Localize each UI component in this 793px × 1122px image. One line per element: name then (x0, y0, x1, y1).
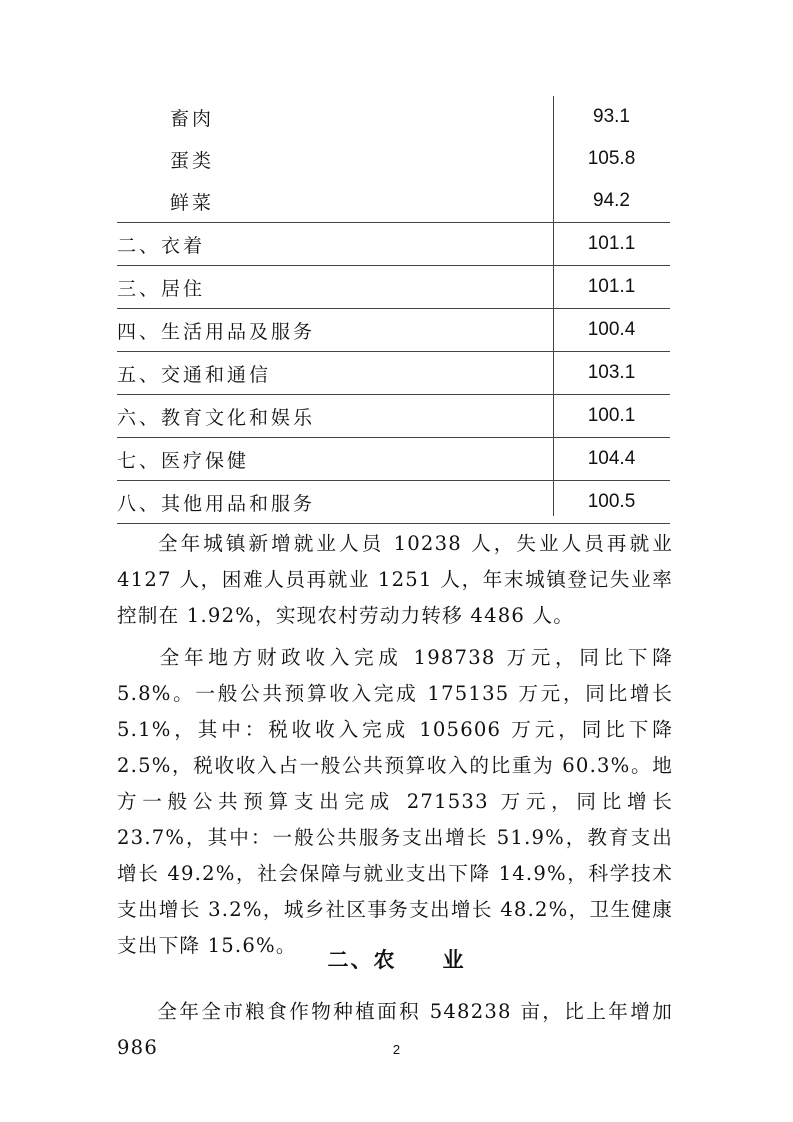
agriculture-text: 全年全市粮食作物种植面积 548238 亩，比上年增加 986 (117, 1000, 673, 1059)
table-row-label: 七、医疗保健 (117, 449, 250, 472)
table-row-value: 100.4 (587, 319, 636, 340)
table-row (117, 96, 670, 138)
table-row-value: 103.1 (587, 362, 636, 383)
table-row (117, 266, 670, 309)
table-row-label: 二、衣着 (117, 234, 206, 257)
section-heading: 二、农 业 (327, 948, 466, 972)
table-row-value: 104.4 (587, 448, 636, 469)
table-row (117, 138, 670, 180)
table-row-value: 100.1 (587, 405, 636, 426)
table-row-value: 94.2 (593, 190, 630, 211)
table-row-label: 蛋类 (170, 149, 215, 172)
employment-paragraph (117, 526, 673, 634)
table-row-value: 105.8 (587, 148, 636, 169)
table-row-label: 四、生活用品及服务 (117, 320, 316, 343)
table-row-label: 鲜菜 (170, 191, 215, 214)
table-row-value: 100.5 (587, 491, 636, 512)
employment-text: 全年城镇新增就业人员 10238 人，失业人员再就业 4127 人，困难人员再就业 1251 人，年末城镇登记失业率控制在 1.92%，实现农村劳动力转移 4486 人。 (117, 532, 673, 627)
table-row-value: 93.1 (593, 106, 630, 127)
table-row (117, 352, 670, 395)
table-row-label: 三、居住 (117, 277, 206, 300)
table-row (117, 180, 670, 223)
table-row (117, 223, 670, 266)
finance-text: 全年地方财政收入完成 198738 万元，同比下降 5.8%。一般公共预算收入完成 175135 万元，同比增长 5.1%，其中：税收收入完成 105606 万元，同比下降 2.5%，税收收入占一般公共预算收入的比重为 60.3%。地方一般公共预算支出完成 271533 万元，同比增长 23.7%，其中：一般公共服务支出增长 51.9%，教育支出增长 49.2%，社会保障与就业支出下降 14.9%，科学技术支出增长 3.2%，城乡社区事务支出增长 48.2%，卫生健康支出下降 15.6%。 (117, 646, 673, 957)
table-row (117, 438, 670, 481)
table-row-value: 101.1 (587, 233, 636, 254)
table-row-label: 八、其他用品和服务 (117, 492, 316, 515)
table-row-label: 六、教育文化和娱乐 (117, 406, 316, 429)
table-row (117, 481, 670, 524)
finance-paragraph (117, 640, 673, 964)
table-row (117, 309, 670, 352)
table-row-label: 五、交通和通信 (117, 363, 272, 386)
table-row-label: 畜肉 (170, 107, 215, 130)
table-row-value: 101.1 (587, 276, 636, 297)
page-number: 2 (392, 1042, 401, 1057)
table-row (117, 395, 670, 438)
price-index-table (117, 96, 670, 524)
